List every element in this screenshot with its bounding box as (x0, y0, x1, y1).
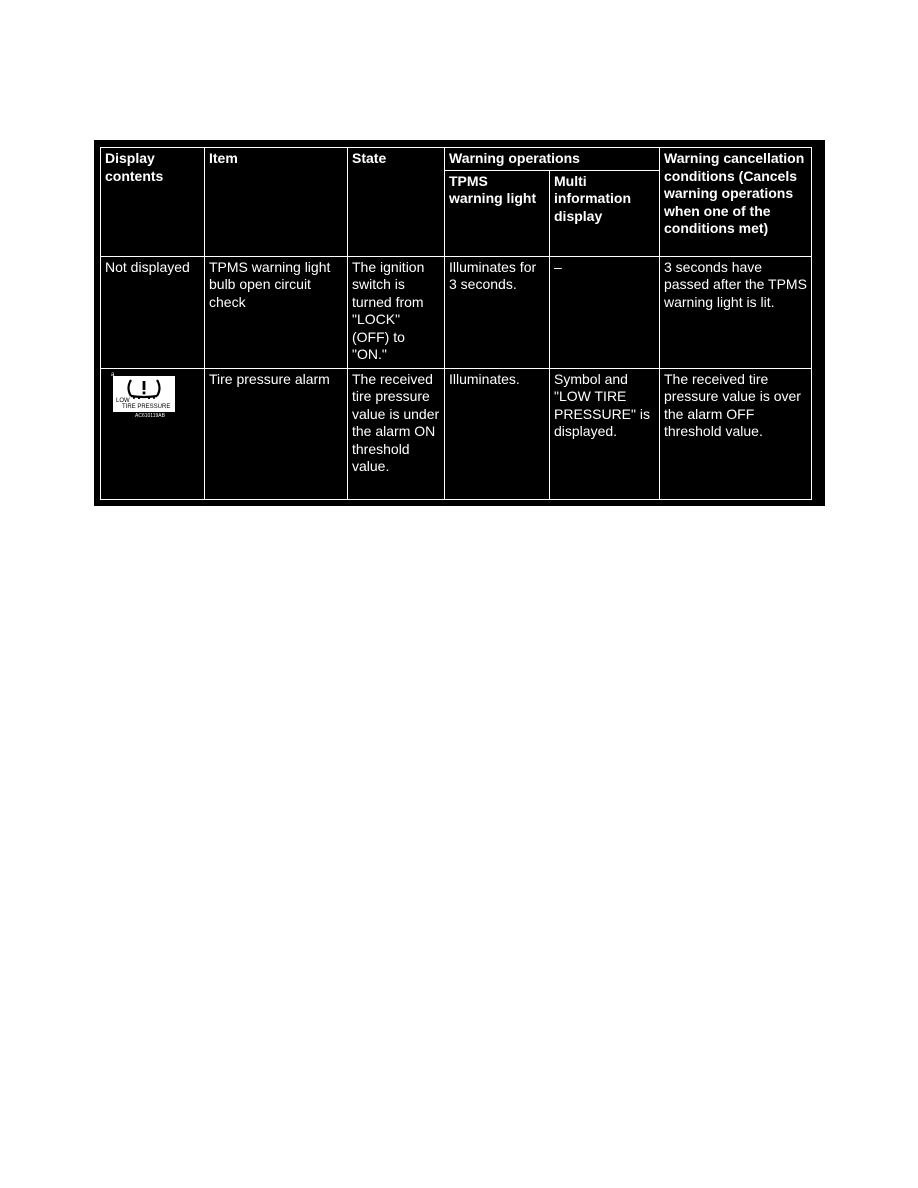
cell-multi-information-display: Symbol and "LOW TIRE PRESSURE" is displayed. (550, 368, 660, 499)
cell-tpms-warning-light: Illuminates. (445, 368, 550, 499)
cell-state: The received tire pressure value is under the alarm ON threshold value. (348, 368, 445, 499)
cell-display-contents: Not displayed (101, 256, 205, 368)
header-warning-operations: Warning operations (445, 148, 660, 171)
table-row (101, 368, 812, 499)
figure-marker: a (111, 371, 115, 378)
cell-state: The ignition switch is turned from "LOCK" (OFF) to "ON." (348, 256, 445, 368)
header-row-1 (101, 148, 812, 171)
header-item: Item (205, 148, 348, 257)
header-display-contents: Display contents (101, 148, 205, 257)
cell-cancellation-conditions: The received tire pressure value is over the alarm OFF threshold value. (660, 368, 812, 499)
cell-item: TPMS warning light bulb open circuit check (205, 256, 348, 368)
header-cancellation-conditions: Warning cancellation conditions (Cancels warning operations when one of the conditions met) (660, 148, 812, 257)
cell-multi-information-display: – (550, 256, 660, 368)
tpms-warning-table-frame (94, 140, 825, 506)
tpms-warning-table (100, 147, 812, 500)
cell-item: Tire pressure alarm (205, 368, 348, 499)
header-state: State (348, 148, 445, 257)
table-row (101, 256, 812, 368)
cell-cancellation-conditions: 3 seconds have passed after the TPMS warning light is lit. (660, 256, 812, 368)
low-tire-pressure-display-image (111, 371, 175, 412)
cell-display-contents (101, 368, 205, 499)
header-tpms-warning-light: TPMS warning light (445, 170, 550, 256)
header-multi-information-display: Multi information display (550, 170, 660, 256)
low-tire-pressure-icon (119, 377, 169, 399)
icon-label-low: LOW (116, 397, 130, 404)
figure-code: AC610119AB (135, 412, 165, 419)
icon-label-tire-pressure: TIRE PRESSURE (122, 403, 171, 410)
cell-tpms-warning-light: Illuminates for 3 seconds. (445, 256, 550, 368)
